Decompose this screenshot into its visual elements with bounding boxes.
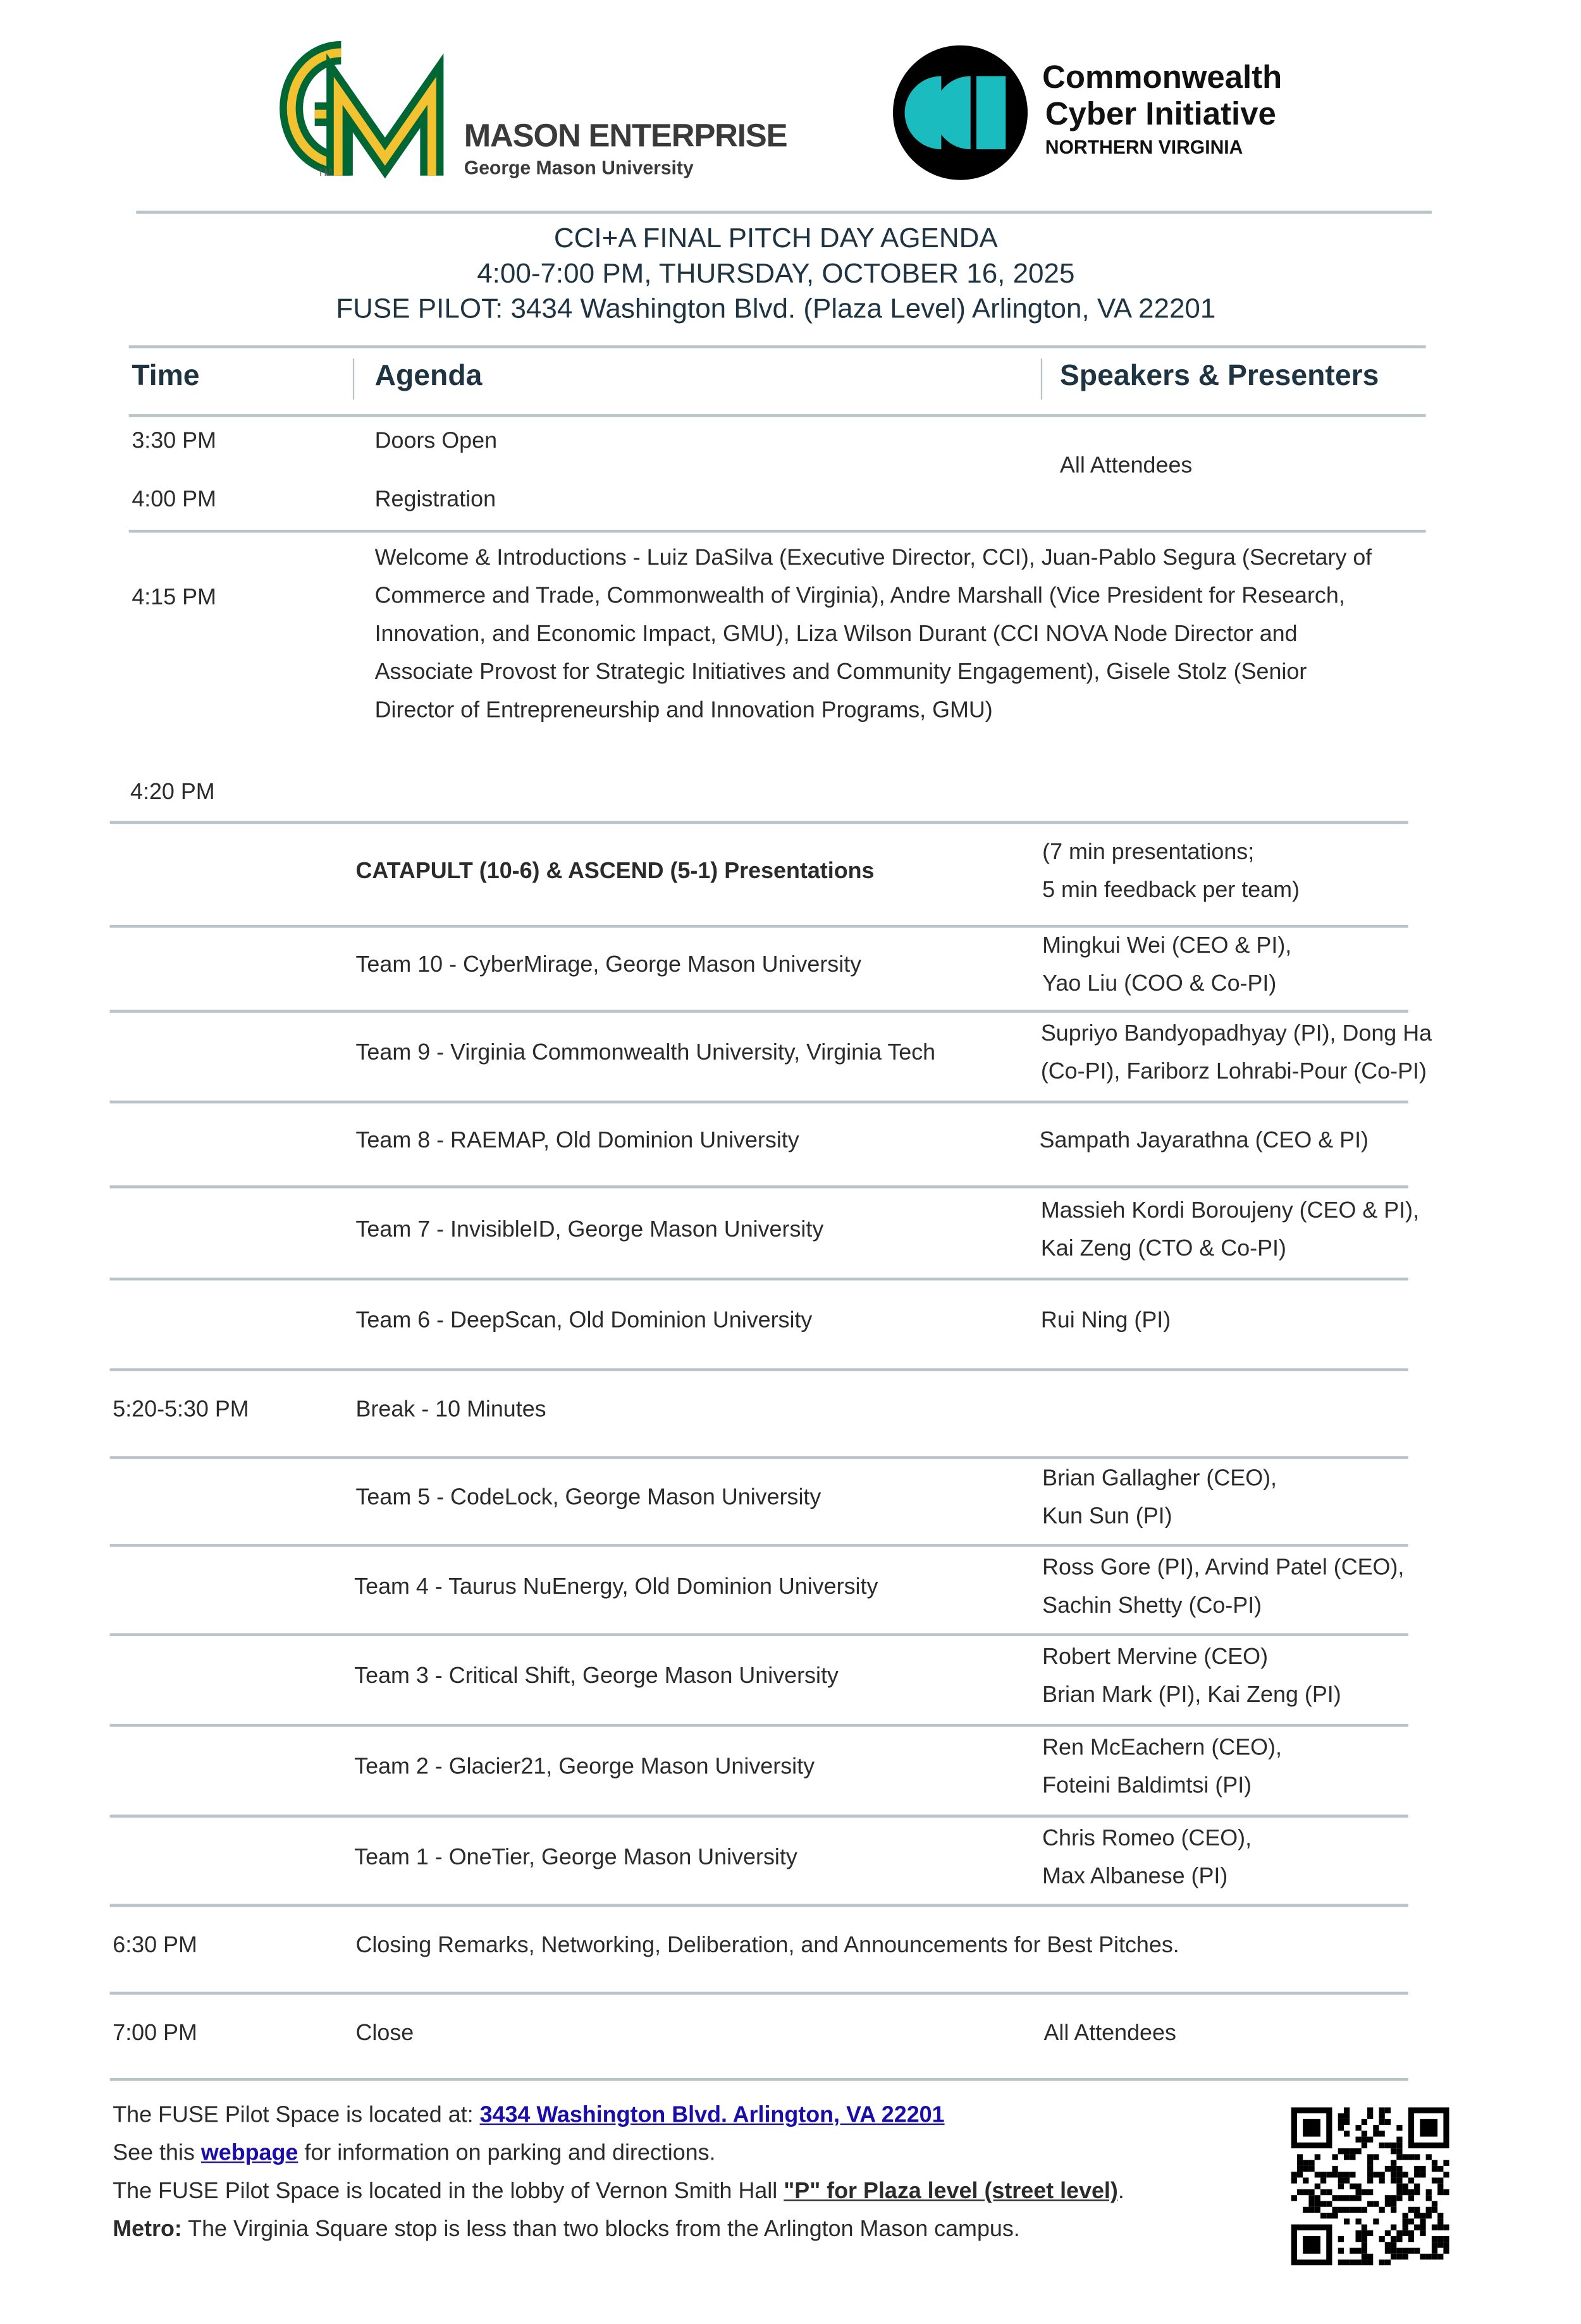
footer-address-line xyxy=(113,2103,944,2129)
agenda-cell: Close xyxy=(355,2020,414,2045)
speakers-cell: Ross Gore (PI), Arvind Patel (CEO), xyxy=(1042,1555,1405,1580)
row-divider xyxy=(110,1991,1408,1993)
row-divider xyxy=(110,1010,1408,1012)
speakers-cell: 5 min feedback per team) xyxy=(1042,878,1300,903)
time-cell: 7:00 PM xyxy=(113,2020,197,2045)
agenda-cell: Team 8 - RAEMAP, Old Dominion University xyxy=(355,1128,799,1154)
footer-webpage-line xyxy=(113,2141,715,2168)
speakers-cell: Mingkui Wei (CEO & PI), xyxy=(1042,933,1292,959)
welcome-text-line: Innovation, and Economic Impact, GMU), Liza Wilson Durant (CCI NOVA Node Director and xyxy=(374,621,1298,647)
agenda-cell: Team 1 - OneTier, George Mason University xyxy=(354,1844,797,1870)
speakers-cell: Yao Liu (COO & Co-PI) xyxy=(1042,972,1277,997)
agenda-cell: Team 3 - Critical Shift, George Mason University xyxy=(354,1663,839,1689)
speakers-cell: Kai Zeng (CTO & Co-PI) xyxy=(1040,1235,1286,1261)
row-divider xyxy=(110,1544,1408,1546)
speakers-cell: Max Albanese (PI) xyxy=(1042,1863,1228,1889)
agenda-cell: Registration xyxy=(374,487,496,513)
cci-name-line1: Commonwealth xyxy=(1042,58,1283,95)
agenda-cell: CATAPULT (10-6) & ASCEND (5-1) Presentations xyxy=(355,859,875,884)
column-header-time: Time xyxy=(132,360,200,393)
table-header-border xyxy=(129,414,1426,416)
row-divider xyxy=(110,1101,1408,1103)
time-cell: 4:20 PM xyxy=(130,780,215,805)
speakers-cell: All Attendees xyxy=(1043,2020,1176,2045)
agenda-cell: Team 7 - InvisibleID, George Mason University xyxy=(355,1216,824,1242)
agenda-cell: Team 9 - Virginia Commonwealth University, Virginia Tech xyxy=(355,1040,936,1066)
qr-code-icon[interactable] xyxy=(1291,2107,1449,2265)
george-mason-name: George Mason University xyxy=(464,156,694,179)
row-divider xyxy=(110,1456,1408,1458)
agenda-date-time: 4:00-7:00 PM, THURSDAY, OCTOBER 16, 2025 xyxy=(477,259,1075,290)
webpage-link[interactable]: webpage xyxy=(200,2141,298,2166)
svg-text:TM: TM xyxy=(317,166,333,178)
agenda-cell: Team 5 - CodeLock, George Mason University xyxy=(355,1485,821,1510)
time-cell: 5:20-5:30 PM xyxy=(113,1397,249,1422)
row-divider xyxy=(110,1278,1408,1280)
footer-text: See this xyxy=(113,2141,201,2166)
column-divider xyxy=(353,358,354,400)
speakers-cell: Sampath Jayarathna (CEO & PI) xyxy=(1039,1128,1369,1154)
column-header-agenda: Agenda xyxy=(374,360,483,393)
footer-metro-line xyxy=(113,2217,1020,2244)
speakers-cell: Ren McEachern (CEO), xyxy=(1042,1735,1283,1761)
speakers-cell: Sachin Shetty (Co-PI) xyxy=(1042,1593,1262,1618)
header-divider xyxy=(136,211,1432,212)
metro-label: Metro: xyxy=(113,2217,182,2242)
footer-text: The FUSE Pilot Space is located in the lobby of Vernon Smith Hall xyxy=(113,2179,784,2205)
gm-logo-mark-icon xyxy=(268,41,451,180)
footer-lobby-line xyxy=(113,2179,1124,2206)
speakers-cell: (Co-PI), Fariborz Lohrabi-Pour (Co-PI) xyxy=(1040,1059,1427,1085)
agenda-cell: Team 10 - CyberMirage, George Mason University xyxy=(355,952,862,978)
column-divider xyxy=(1041,358,1042,400)
footer-text: for information on parking and directions. xyxy=(298,2141,716,2166)
mason-enterprise-logo xyxy=(268,41,825,185)
welcome-text-line: Associate Provost for Strategic Initiatives and Community Engagement), Gisele Stolz (Senior xyxy=(374,659,1307,685)
row-divider xyxy=(110,1814,1408,1816)
cci-logo-mark-icon xyxy=(892,44,1030,181)
cci-region: NORTHERN VIRGINIA xyxy=(1045,136,1243,158)
speakers-cell: Supriyo Bandyopadhyay (PI), Dong Ha xyxy=(1040,1021,1432,1047)
column-header-speakers: Speakers & Presenters xyxy=(1059,360,1379,393)
row-divider xyxy=(110,1633,1408,1635)
footer-text: . xyxy=(1117,2179,1124,2205)
address-link[interactable]: 3434 Washington Blvd. Arlington, VA 22201 xyxy=(479,2103,945,2128)
agenda-cell: Team 6 - DeepScan, Old Dominion University xyxy=(355,1308,813,1333)
cci-logo xyxy=(892,44,1316,181)
table-top-border xyxy=(129,345,1426,347)
time-cell: 3:30 PM xyxy=(132,429,216,454)
row-divider xyxy=(110,1724,1408,1726)
agenda-title: CCI+A FINAL PITCH DAY AGENDA xyxy=(553,224,998,255)
cci-name-line2: Cyber Initiative xyxy=(1045,95,1276,132)
plaza-level-link[interactable]: "P" for Plaza level (street level) xyxy=(784,2179,1118,2205)
speakers-cell: Robert Mervine (CEO) xyxy=(1042,1644,1269,1670)
welcome-text-line: Welcome & Introductions - Luiz DaSilva (Executive Director, CCI), Juan-Pablo Segura (Secretary of xyxy=(374,546,1372,571)
speakers-cell: All Attendees xyxy=(1059,453,1193,479)
agenda-cell: Team 2 - Glacier21, George Mason University xyxy=(354,1754,815,1780)
speakers-cell: Foteini Baldimtsi (PI) xyxy=(1042,1773,1252,1799)
speakers-cell: Brian Mark (PI), Kai Zeng (PI) xyxy=(1042,1683,1341,1708)
speakers-cell: Kun Sun (PI) xyxy=(1042,1504,1172,1529)
welcome-text-line: Commerce and Trade, Commonwealth of Virginia), Andre Marshall (Vice President for Research, xyxy=(374,584,1345,609)
time-cell: 4:00 PM xyxy=(132,487,216,513)
speakers-cell: Chris Romeo (CEO), xyxy=(1042,1825,1252,1851)
agenda-cell: Break - 10 Minutes xyxy=(355,1397,546,1422)
mason-enterprise-name: MASON ENTERPRISE xyxy=(464,117,787,154)
time-cell: 4:15 PM xyxy=(132,585,216,611)
speakers-cell: Brian Gallagher (CEO), xyxy=(1042,1466,1277,1491)
time-cell: 6:30 PM xyxy=(113,1933,197,1959)
row-divider xyxy=(110,1368,1408,1370)
footer-text: The FUSE Pilot Space is located at: xyxy=(113,2103,480,2128)
agenda-cell: Team 4 - Taurus NuEnergy, Old Dominion University xyxy=(354,1574,878,1599)
agenda-cell: Closing Remarks, Networking, Deliberation, and Announcements for Best Pitches. xyxy=(355,1933,1179,1959)
speakers-cell: (7 min presentations; xyxy=(1042,840,1255,865)
row-divider xyxy=(110,1904,1408,1906)
row-divider xyxy=(110,2078,1408,2080)
speakers-cell: Rui Ning (PI) xyxy=(1040,1308,1171,1333)
agenda-location: FUSE PILOT: 3434 Washington Blvd. (Plaza Level) Arlington, VA 22201 xyxy=(336,294,1216,325)
footer-text: The Virginia Square stop is less than two blocks from the Arlington Mason campus. xyxy=(181,2217,1020,2242)
row-divider xyxy=(110,1185,1408,1187)
row-divider xyxy=(129,530,1426,532)
row-divider xyxy=(110,821,1408,823)
agenda-cell: Doors Open xyxy=(374,429,498,454)
speakers-cell: Massieh Kordi Boroujeny (CEO & PI), xyxy=(1040,1197,1420,1223)
welcome-text-line: Director of Entrepreneurship and Innovation Programs, GMU) xyxy=(374,698,993,723)
row-divider xyxy=(110,925,1408,927)
